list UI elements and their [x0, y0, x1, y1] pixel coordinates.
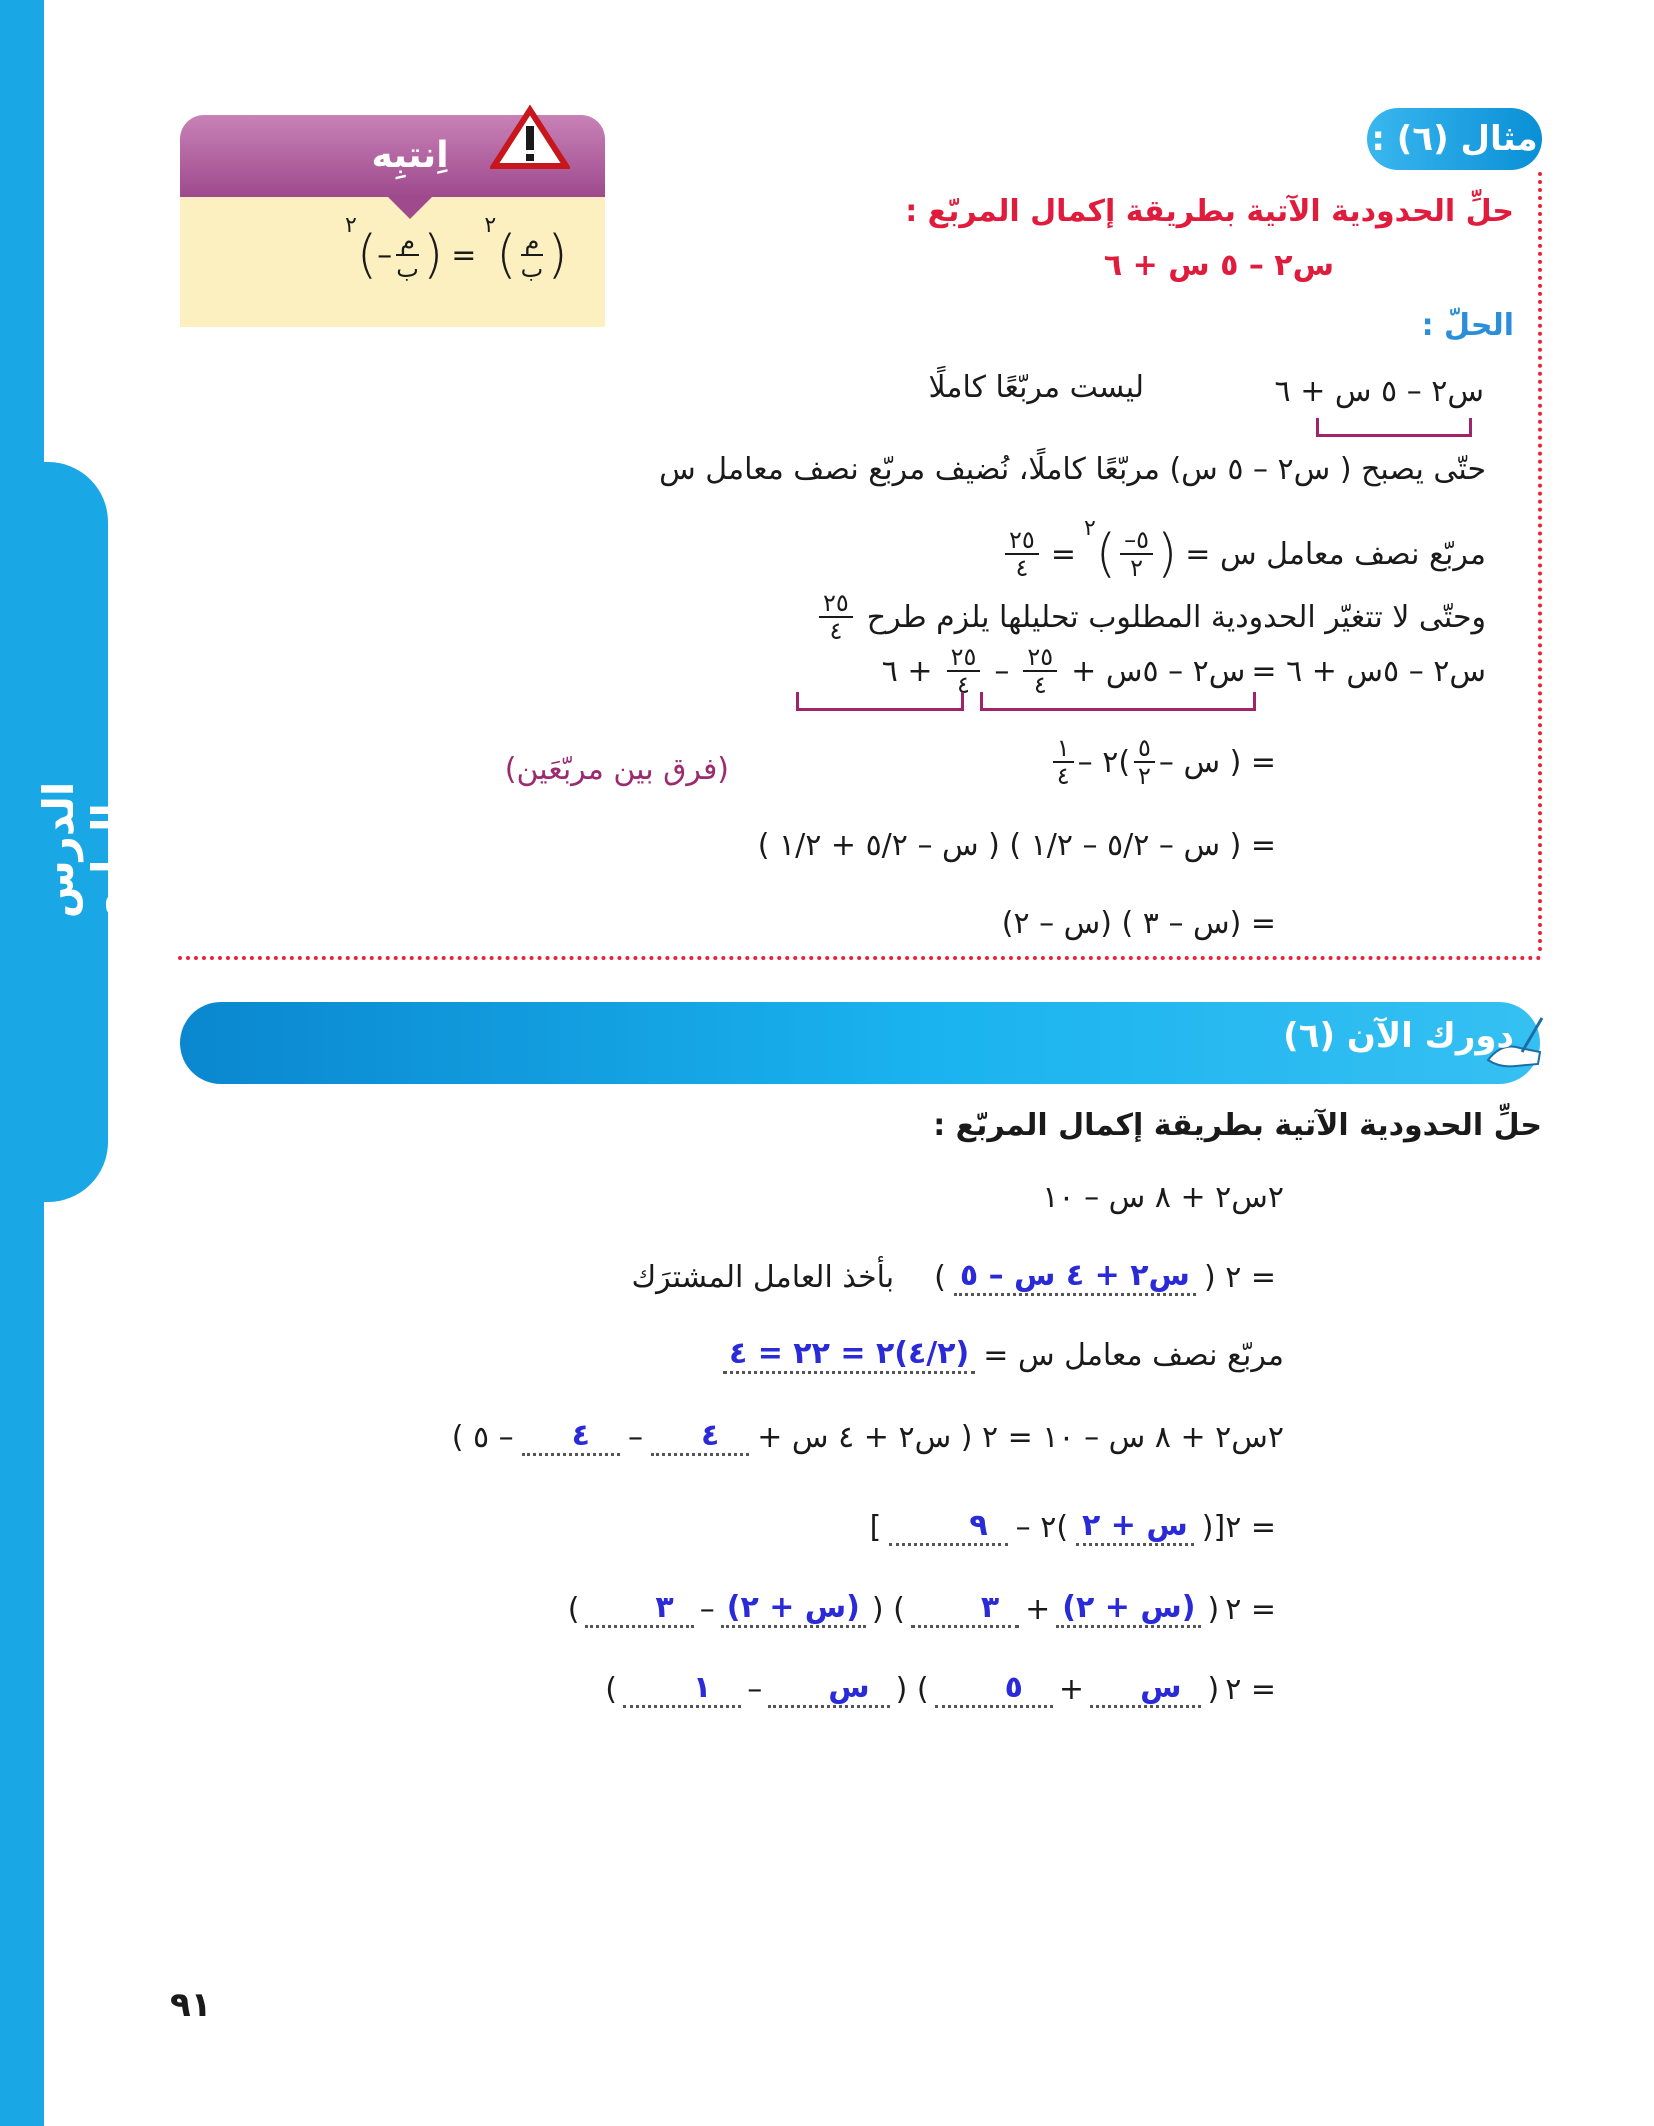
yt-line3: ٢س٢ + ٨ س – ١٠ = ٢ ( س٢ + ٤ س + ٤ – ٤ – ٥ ) [451, 1418, 1284, 1455]
line5-frac2-num: ٢٥ [947, 644, 981, 672]
yt-line2 [723, 1336, 1284, 1374]
line5-frac1-num: ٢٥ [1023, 644, 1057, 672]
line5-lhs: س٢ – ٥س + ٦ = [1251, 653, 1486, 689]
line3-result-num: ٢٥ [1005, 527, 1039, 555]
formula-denominator-2: ب [520, 255, 544, 283]
yt-line2-answer[interactable]: (٤/٢)٢ = ٢٢ = ٤ [723, 1336, 975, 1374]
line1-note: ليست مربّعًا كاملًا [928, 370, 1144, 405]
line5-frac2-den: ٤ [957, 671, 970, 699]
page-number: ٩١ [170, 1985, 212, 2025]
formula-numerator-1: م [396, 228, 419, 256]
line4-text: وحتّى لا تتغيّر الحدودية المطلوب تحليلها يلزم طرح [866, 599, 1486, 635]
formula-numerator-2: م [521, 228, 544, 256]
example-header: مثال (٦) : [1367, 108, 1542, 170]
yt-line6-prefix: = ٢ [1225, 1671, 1276, 1707]
yt-line6-answer-a[interactable]: س [1090, 1670, 1201, 1708]
warning-icon [490, 104, 570, 170]
line5-rhs-a: س٢ – ٥س + [1071, 653, 1246, 689]
line6-a: = ( س – [1158, 744, 1276, 780]
yt-line1-suffix: ) [934, 1259, 946, 1295]
yt-line1-prefix: = ٢ ( [1203, 1259, 1276, 1295]
example-prompt: حلِّ الحدودية الآتية بطريقة إكمال المربّع : [905, 194, 1514, 229]
line5 [882, 644, 1486, 698]
yt-line3-prefix: ٢س٢ + ٨ س – ١٠ = ٢ ( س٢ + ٤ س + [757, 1419, 1284, 1455]
line5-minus: – [994, 653, 1010, 689]
your-turn-expression: ٢س٢ + ٨ س – ١٠ [1042, 1180, 1284, 1215]
yt-line5-prefix: = ٢ [1225, 1591, 1276, 1627]
dotted-frame-bottom [178, 956, 1542, 960]
line5-frac1-den: ٤ [1033, 671, 1047, 699]
yt-line4-suffix: ] [869, 1509, 882, 1545]
yt-line3-suffix: – ٥ ) [451, 1419, 514, 1455]
yt-line6-answer-c[interactable]: س [768, 1670, 889, 1708]
yt-line6: = ٢ ( س + ٥ ) ( س – ١ ) [605, 1670, 1276, 1707]
your-turn-header: دورك الآن (٦) [1283, 1016, 1514, 1056]
line8: = (س – ٣ ) (س – ٢) [1001, 906, 1276, 941]
your-turn-prompt: حلِّ الحدودية الآتية بطريقة إكمال المربّع : [933, 1108, 1542, 1143]
yt-line5: = ٢ ( (س + ٢) + ٣ ) ( (س + ٢) – ٣ ) [567, 1590, 1276, 1627]
line3-frac-den: ٢ [1130, 554, 1143, 582]
yt-line5-answer-a[interactable]: (س + ٢) [1056, 1590, 1201, 1628]
line6-frac-den: ٤ [1056, 762, 1070, 790]
line3-result-den: ٤ [1015, 554, 1029, 582]
yt-line3-answer-a[interactable]: ٤ [651, 1418, 749, 1456]
bracket-2 [980, 692, 1256, 711]
dotted-frame-right [1538, 172, 1542, 952]
note-title: اِنتبِه [371, 135, 449, 176]
line7: = ( س – ٥/٢ – ١/٢ ) ( س – ٥/٢ + ١/٢ ) [757, 828, 1276, 863]
line3-label: مربّع نصف معامل س = [1185, 536, 1486, 572]
yt-line4 [870, 1508, 1276, 1546]
formula-denominator-1: ب [396, 255, 419, 283]
line5-plus-six: + ٦ [881, 653, 933, 689]
line6-b: )٢ – [1077, 744, 1131, 780]
yt-line5-answer-b[interactable]: ٣ [911, 1590, 1019, 1628]
yt-line2-label: مربّع نصف معامل س = [983, 1337, 1284, 1373]
yt-line1 [631, 1258, 1276, 1296]
line4-frac-num: ٢٥ [819, 590, 853, 618]
yt-line5-answer-d[interactable]: ٣ [585, 1590, 693, 1628]
bracket-1 [1316, 418, 1472, 437]
yt-line6-answer-b[interactable]: ٥ [935, 1670, 1053, 1708]
lesson-title: الدرس الرابع [34, 781, 132, 919]
yt-line4-answer-a[interactable]: س + ٢ [1076, 1508, 1194, 1546]
difference-of-squares-note: (فرق بين مربّعَين) [504, 752, 729, 787]
side-strip [0, 0, 44, 2126]
note-formula: ٢ ( – $\frac{\text{م}}{\text{ب}}$ ) = ٢ ( $\frac{\text{م}}{\text{ب}}$ ) [345, 212, 568, 285]
yt-line1-answer[interactable]: س٢ + ٤ س – ٥ [954, 1258, 1196, 1296]
yt-line6-answer-d[interactable]: ١ [623, 1670, 741, 1708]
line3-frac-num: ٥– [1120, 527, 1153, 555]
yt-line1-note: بأخذ العامل المشترَك [631, 1259, 895, 1295]
bracket-3 [796, 692, 964, 711]
line4 [815, 590, 1486, 644]
solution-label: الحلّ : [1421, 308, 1514, 343]
line6: = ( س – $\frac{٥}{٢}$ )٢ – $\frac{١}{٤}$ [1049, 735, 1276, 789]
line6-frac-num: ١ [1053, 735, 1074, 763]
example-expression: س٢ – ٥ س + ٦ [1103, 248, 1334, 283]
yt-line3-answer-b[interactable]: ٤ [522, 1418, 620, 1456]
yt-line4-answer-b[interactable]: ٩ [889, 1508, 1007, 1546]
yt-line4-prefix: = ٢[( [1201, 1509, 1276, 1545]
line1-expression: س٢ – ٥ س + ٦ [1274, 374, 1484, 409]
yt-line5-answer-c[interactable]: (س + ٢) [721, 1590, 866, 1628]
line2-text: حتّى يصبح ( س٢ – ٥ س) مربّعًا كاملًا، نُضيف مربّع نصف معامل س [659, 452, 1486, 487]
line3: مربّع نصف معامل س = ( $\frac{٥-}{٢}$ ) ٢ = $\frac{٢٥}{٤}$ [1001, 524, 1486, 584]
line4-frac-den: ٤ [829, 617, 843, 645]
yt-line4-mid: )٢ – [1015, 1509, 1069, 1545]
